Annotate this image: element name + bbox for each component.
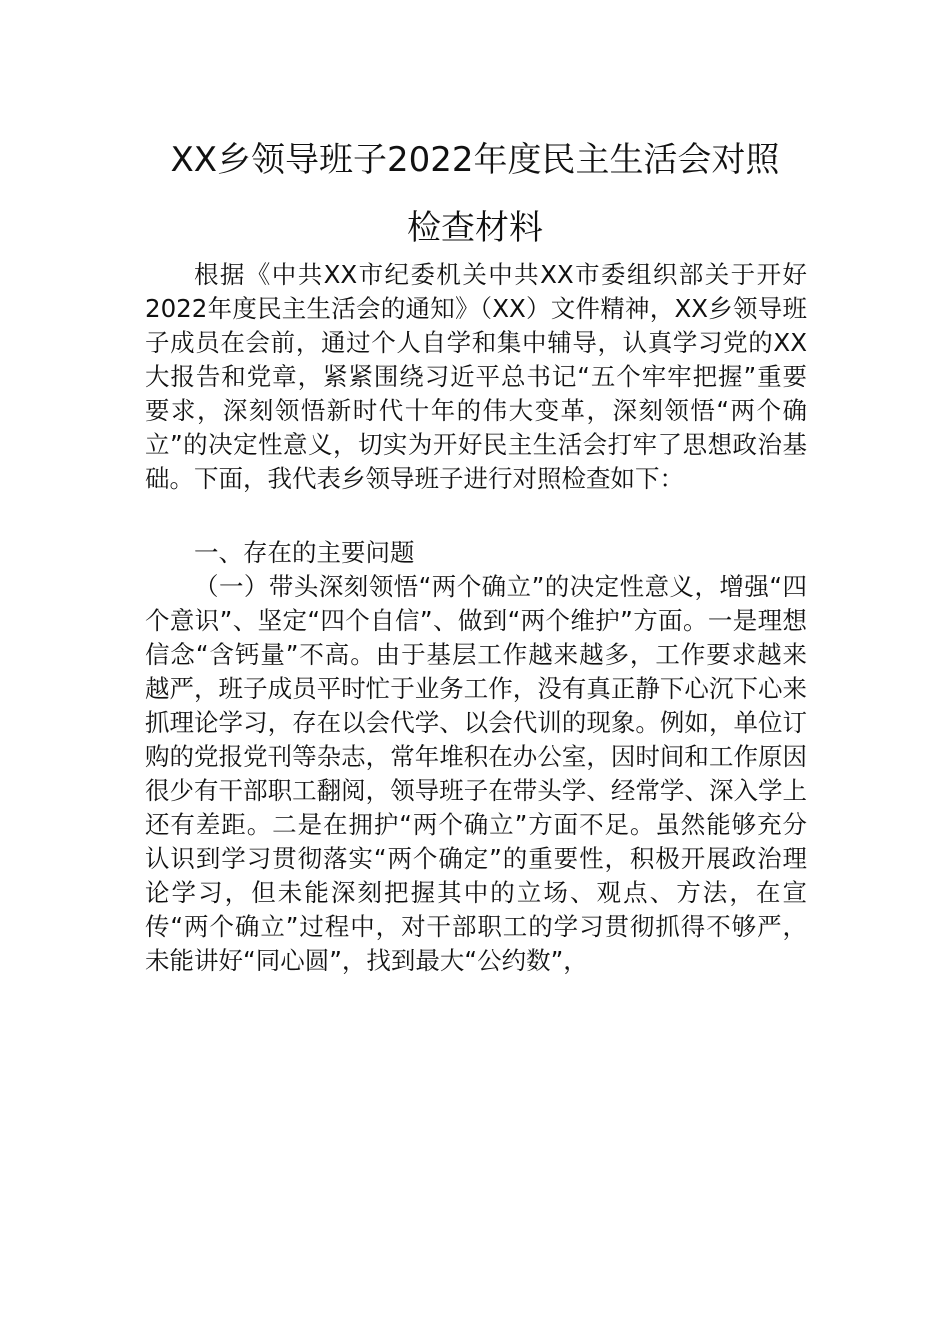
document-title-line-1: XX乡领导班子2022年度民主生活会对照	[170, 140, 780, 180]
intro-paragraph: 根据《中共XX市纪委机关中共XX市委组织部关于开好2022年度民主生活会的通知》（XX）文件精神，XX乡领导班子成员在会前，通过个人自学和集中辅导，认真学习党的XX大报告和党章，紧紧围绕习近平总书记“五个牢牢把握”重要要求，深刻领悟新时代十年的伟大变革，深刻领悟“两个确立”的决定性意义，切实为开好民主生活会打牢了思想政治基础。下面，我代表乡领导班子进行对照检查如下：	[145, 260, 807, 493]
section-heading: 一、存在的主要问题	[194, 538, 415, 567]
section-1-paragraph: （一）带头深刻领悟“两个确立”的决定性意义，增强“四个意识”、坚定“四个自信”、做到“两个维护”方面。一是理想信念“含钙量”不高。由于基层工作越来越多，工作要求越来越严，班子成员平时忙于业务工作，没有真正静下心沉下心来抓理论学习，存在以会代学、以会代训的现象。例如，单位订购的党报党刊等杂志，常年堆积在办公室，因时间和工作原因很少有干部职工翻阅，领导班子在带头学、经常学、深入学上还有差距。二是在拥护“两个确立”方面不足。虽然能够充分认识到学习贯彻落实“两个确定”的重要性，积极开展政治理论学习，但未能深刻把握其中的立场、观点、方法，在宣传“两个确立”过程中，对干部职工的学习贯彻抓得不够严，未能讲好“同心圆”，找到最大“公约数”，	[145, 572, 807, 975]
document-title-line-2: 检查材料	[407, 208, 543, 248]
